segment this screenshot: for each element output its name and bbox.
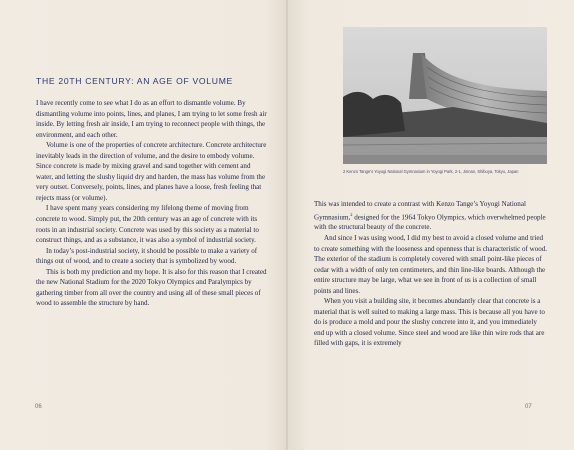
chapter-heading: THE 20TH CENTURY: AN AGE OF VOLUME <box>36 76 233 86</box>
photo-caption: 2 Kenzo Tange’s Yoyogi National Gymnasium in Yoyogi Park, 2-1, Jinnan, Shibuya, Tokyo, Japan <box>343 169 519 174</box>
page-number-right: 07 <box>525 404 532 410</box>
paragraph: In today’s post-industrial society, it should be possible to make a variety of things out of wood, and to create a society that is symbolized by wood. <box>36 246 258 266</box>
page-number-left: 06 <box>35 404 42 410</box>
footnote-marker: 2 <box>350 211 353 217</box>
gymnasium-photo <box>343 27 547 164</box>
paragraph: I have recently come to see what I do as an effort to dismantle volume. By dismantling volume into points, lines, and planes, I am trying to let some fresh air inside. By letting fresh air inside, I am trying to reconnect people with things, the environment, and each other. <box>36 99 267 139</box>
paragraph: Volume is one of the properties of concrete architecture. Concrete architecture inevitably leads in the direction of volume, and the desire to embody volume. Since concrete is made by mixing gravel and sand together with cement and water, and letting the slushy liquid dry and harden, the mass has volume from the very outset. Conversely, points, lines, and planes have a loose, fresh feeling that rejects mass (or volume). <box>36 141 267 202</box>
paragraph-text: This was intended to create a contrast with Kenzo Tange’s Yoyogi National Gymnasium, <box>314 200 526 221</box>
paragraph: And since I was using wood, I did my best to avoid a closed volume and tried to create something with the looseness and openness that is characteristic of wood. The exterior of the stadium is completely covered with small point-like pieces of cedar with a width of only ten centimeters, and thin line-like boards. Although the entire structure may be large, what we see in front of us is a collection of small points and lines. <box>314 233 548 295</box>
paragraph: When you visit a building site, it becomes abundantly clear that concrete is a material that is well suited to making a large mass. This is because all you have to do is produce a mold and pour the slushy concrete into it, and you immediately end up with a closed volume. Since steel and wood are like thin wire rods that are filled with gaps, it is extremely <box>314 297 545 348</box>
right-body-text <box>314 199 548 349</box>
paragraph-text: designed for the 1964 Tokyo Olympics, which overwhelmed people with the structural beauty of the concrete. <box>314 212 546 232</box>
paragraph: This is both my prediction and my hope. It is also for this reason that I created the new National Stadium for the 2020 Tokyo Olympics and Paralympics by gathering timber from all over the country and using all of these small pieces of wood to assemble the structure by hand. <box>36 267 267 308</box>
paragraph <box>314 199 548 233</box>
paragraph: I have spent many years considering my lifelong theme of moving from concrete to wood. Simply put, the 20th century was an age of concrete with its roots in an industrial society. Concrete was used by this society as a material to construct things, and as a substance, it was also a symbol of industrial society. <box>36 204 259 245</box>
left-body-text <box>36 98 268 309</box>
right-page <box>287 0 574 450</box>
book-gutter <box>286 0 288 450</box>
